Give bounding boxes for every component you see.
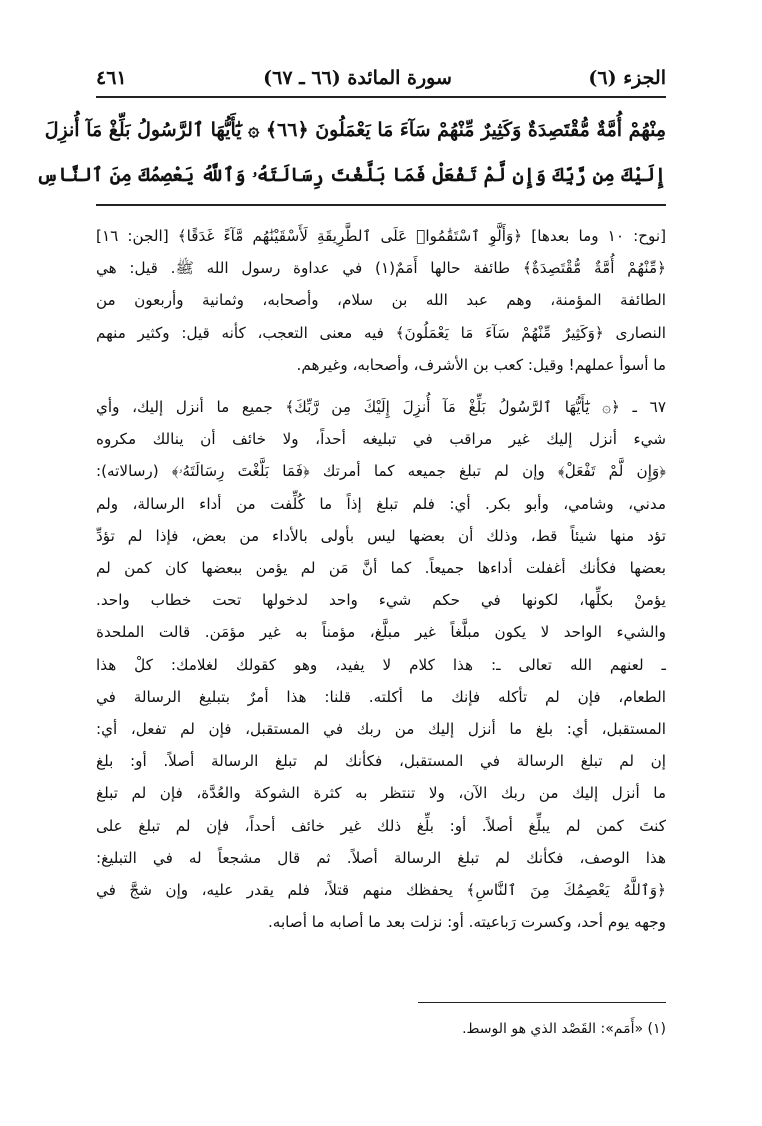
commentary-line: ﴿مِّنْهُمْ أُمَّةٌ مُّقْتَصِدَةٌ﴾ طائفة حالها أَمَمٌ(١) في عداوة رسول الله ﷺ. قيل: هي [96, 259, 667, 278]
commentary-line: ٦٧ ـ ﴿۞ يَٰٓأَيُّهَا ٱلرَّسُولُ بَلِّغْ مَآ أُنزِلَ إِلَيْكَ مِن رَّبِّكَ﴾ جميع ما أنزل إليك، وأي [96, 398, 666, 417]
page-header [96, 60, 666, 96]
surah-title: سورة المائدة (٦٦ ـ ٦٧) [263, 67, 452, 89]
commentary-line: ـ لعنهم الله تعالى ـ: هذا كلام لا يفيد، وهو كقولك لغلامك: كلْ هذا [96, 655, 666, 674]
footnote: (١) «أَمَم»: القَصْد الذي هو الوسط. [462, 1021, 666, 1037]
commentary-line: تؤد منها شيئاً قط، وذلك أن بعضها ليس بأولى بالأداء من بعض، فإذا لم تؤدِّ [96, 526, 666, 545]
commentary-line: ما أسوأ عملهم! وقيل: كعب بن الأشرف، وأصحابه، وغيرهم. [296, 355, 666, 374]
juz-label: الجزء (٦) [588, 67, 666, 89]
commentary-line: النصارى ﴿وَكَثِيرٌ مِّنْهُمْ سَآءَ مَا يَعْمَلُونَ﴾ فيه معنى التعجب، كأنه قيل: وكثير منهم [96, 323, 666, 342]
commentary-line: ﴿وَٱللَّهُ يَعْصِمُكَ مِنَ ٱلنَّاسِ﴾ يحفظك منهم قتلاً، فلم يقدر عليه، وإن شجَّ في [96, 881, 666, 900]
commentary-line: إن لم تبلغ الرسالة في المستقبل، فكأنك لم تبلغ الرسالة أصلاً. أو: بلغ [96, 752, 666, 771]
commentary-line: يؤمنْ بكلِّها، لكونها في حكم شيء واحد لدخولها تحت خطاب واحد. [96, 591, 666, 610]
quran-verse-block [36, 108, 666, 198]
verse-line: مِنْهُمْ أُمَّةٌ مُّقْتَصِدَةٌ وَكَثِيرٌ مِّنْهُمْ سَآءَ مَا يَعْمَلُونَ ﴿٦٦﴾ ۞ يَٰٓأَيُّهَا ٱلرَّسُولُ بَلِّغْ مَآ أُنزِلَ [44, 119, 666, 141]
commentary-line: الطائفة المؤمنة، وهم عبد الله بن سلام، وأصحابه، وثمانية وأربعون من [96, 291, 666, 310]
commentary-line: مدني، وشامي، وأبو بكر. أي: فلم تبلغ إذاً ما كُلِّفت من أداء الرسالة، ولم [96, 494, 666, 513]
commentary-line: شيء أنزل إليك غير مراقب في تبليغه أحداً، ولا خائف أن ينالك مكروه [96, 430, 666, 449]
commentary-line: والشيء الواحد لا يكون مبلَّغاً غير مبلَّغ، مؤمناً به غير مؤمَن. قالت الملحدة [96, 623, 666, 642]
commentary-line: الطعام، فإن لم تأكله فإنك ما أكلته. قلنا: هذا أمرٌ بتبليغ الرسالة في [96, 687, 666, 706]
commentary-line: بعضها فكأنك أغفلت أداءها جميعاً. كما أنَّ مَن لم يؤمن ببعضها كان كمن لم [96, 559, 666, 578]
commentary-line: [نوح: ١٠ وما بعدها] ﴿وَأَلَّوِ ٱسْتَقَٰمُوا۟ عَلَى ٱلطَّرِيقَةِ لَأَسْقَيْنَٰهُم مَّآءً غَدَقًا﴾ [الجن: ١٦] [96, 227, 666, 245]
verse-divider [96, 204, 666, 206]
page-number: ٤٦١ [96, 67, 127, 89]
commentary-line: ﴿وَإِن لَّمْ تَفْعَلْ﴾ وإن لم تبلغ جميعه كما أمرتك ﴿فَمَا بَلَّغْتَ رِسَالَتَهُۥ﴾ (رسالاته): [96, 462, 666, 481]
commentary-line: المستقبل، أي: بلغ ما أنزل إليك من ربك في المستقبل، فإن لم تفعل، أي: [96, 720, 666, 739]
footnote-divider [418, 1002, 666, 1003]
commentary-line: هذا الوصف، فكأنك لم تبلغ الرسالة أصلاً. ثم قال مشجعاً له في التبليغ: [96, 848, 666, 867]
commentary-line: ما أنزل إليك من ربك الآن، ولا تنتظر به كثرة الشوكة والعُدَّة، فإن لم تبلغ [96, 784, 666, 803]
commentary-line: وجهه يوم أحد، وكسرت رَباعيته. أو: نزلت بعد ما أصابه ما أصابه. [267, 913, 666, 932]
verse-line: إِلَيْكَ مِن رَّبِّكَ وَإِن لَّمْ تَفْعَلْ فَمَا بَلَّغْتَ رِسَالَتَهُۥ وَٱللَّهُ يَعْصِمُكَ مِنَ ٱلنَّاسِ [36, 164, 666, 186]
commentary-line: كنتَ كمن لم يبلِّغ أصلاً. أو: بلِّغ ذلك غير خائف أحداً، فإن لم تبلغ على [96, 816, 666, 835]
commentary-block [96, 220, 666, 938]
header-divider [96, 96, 666, 98]
